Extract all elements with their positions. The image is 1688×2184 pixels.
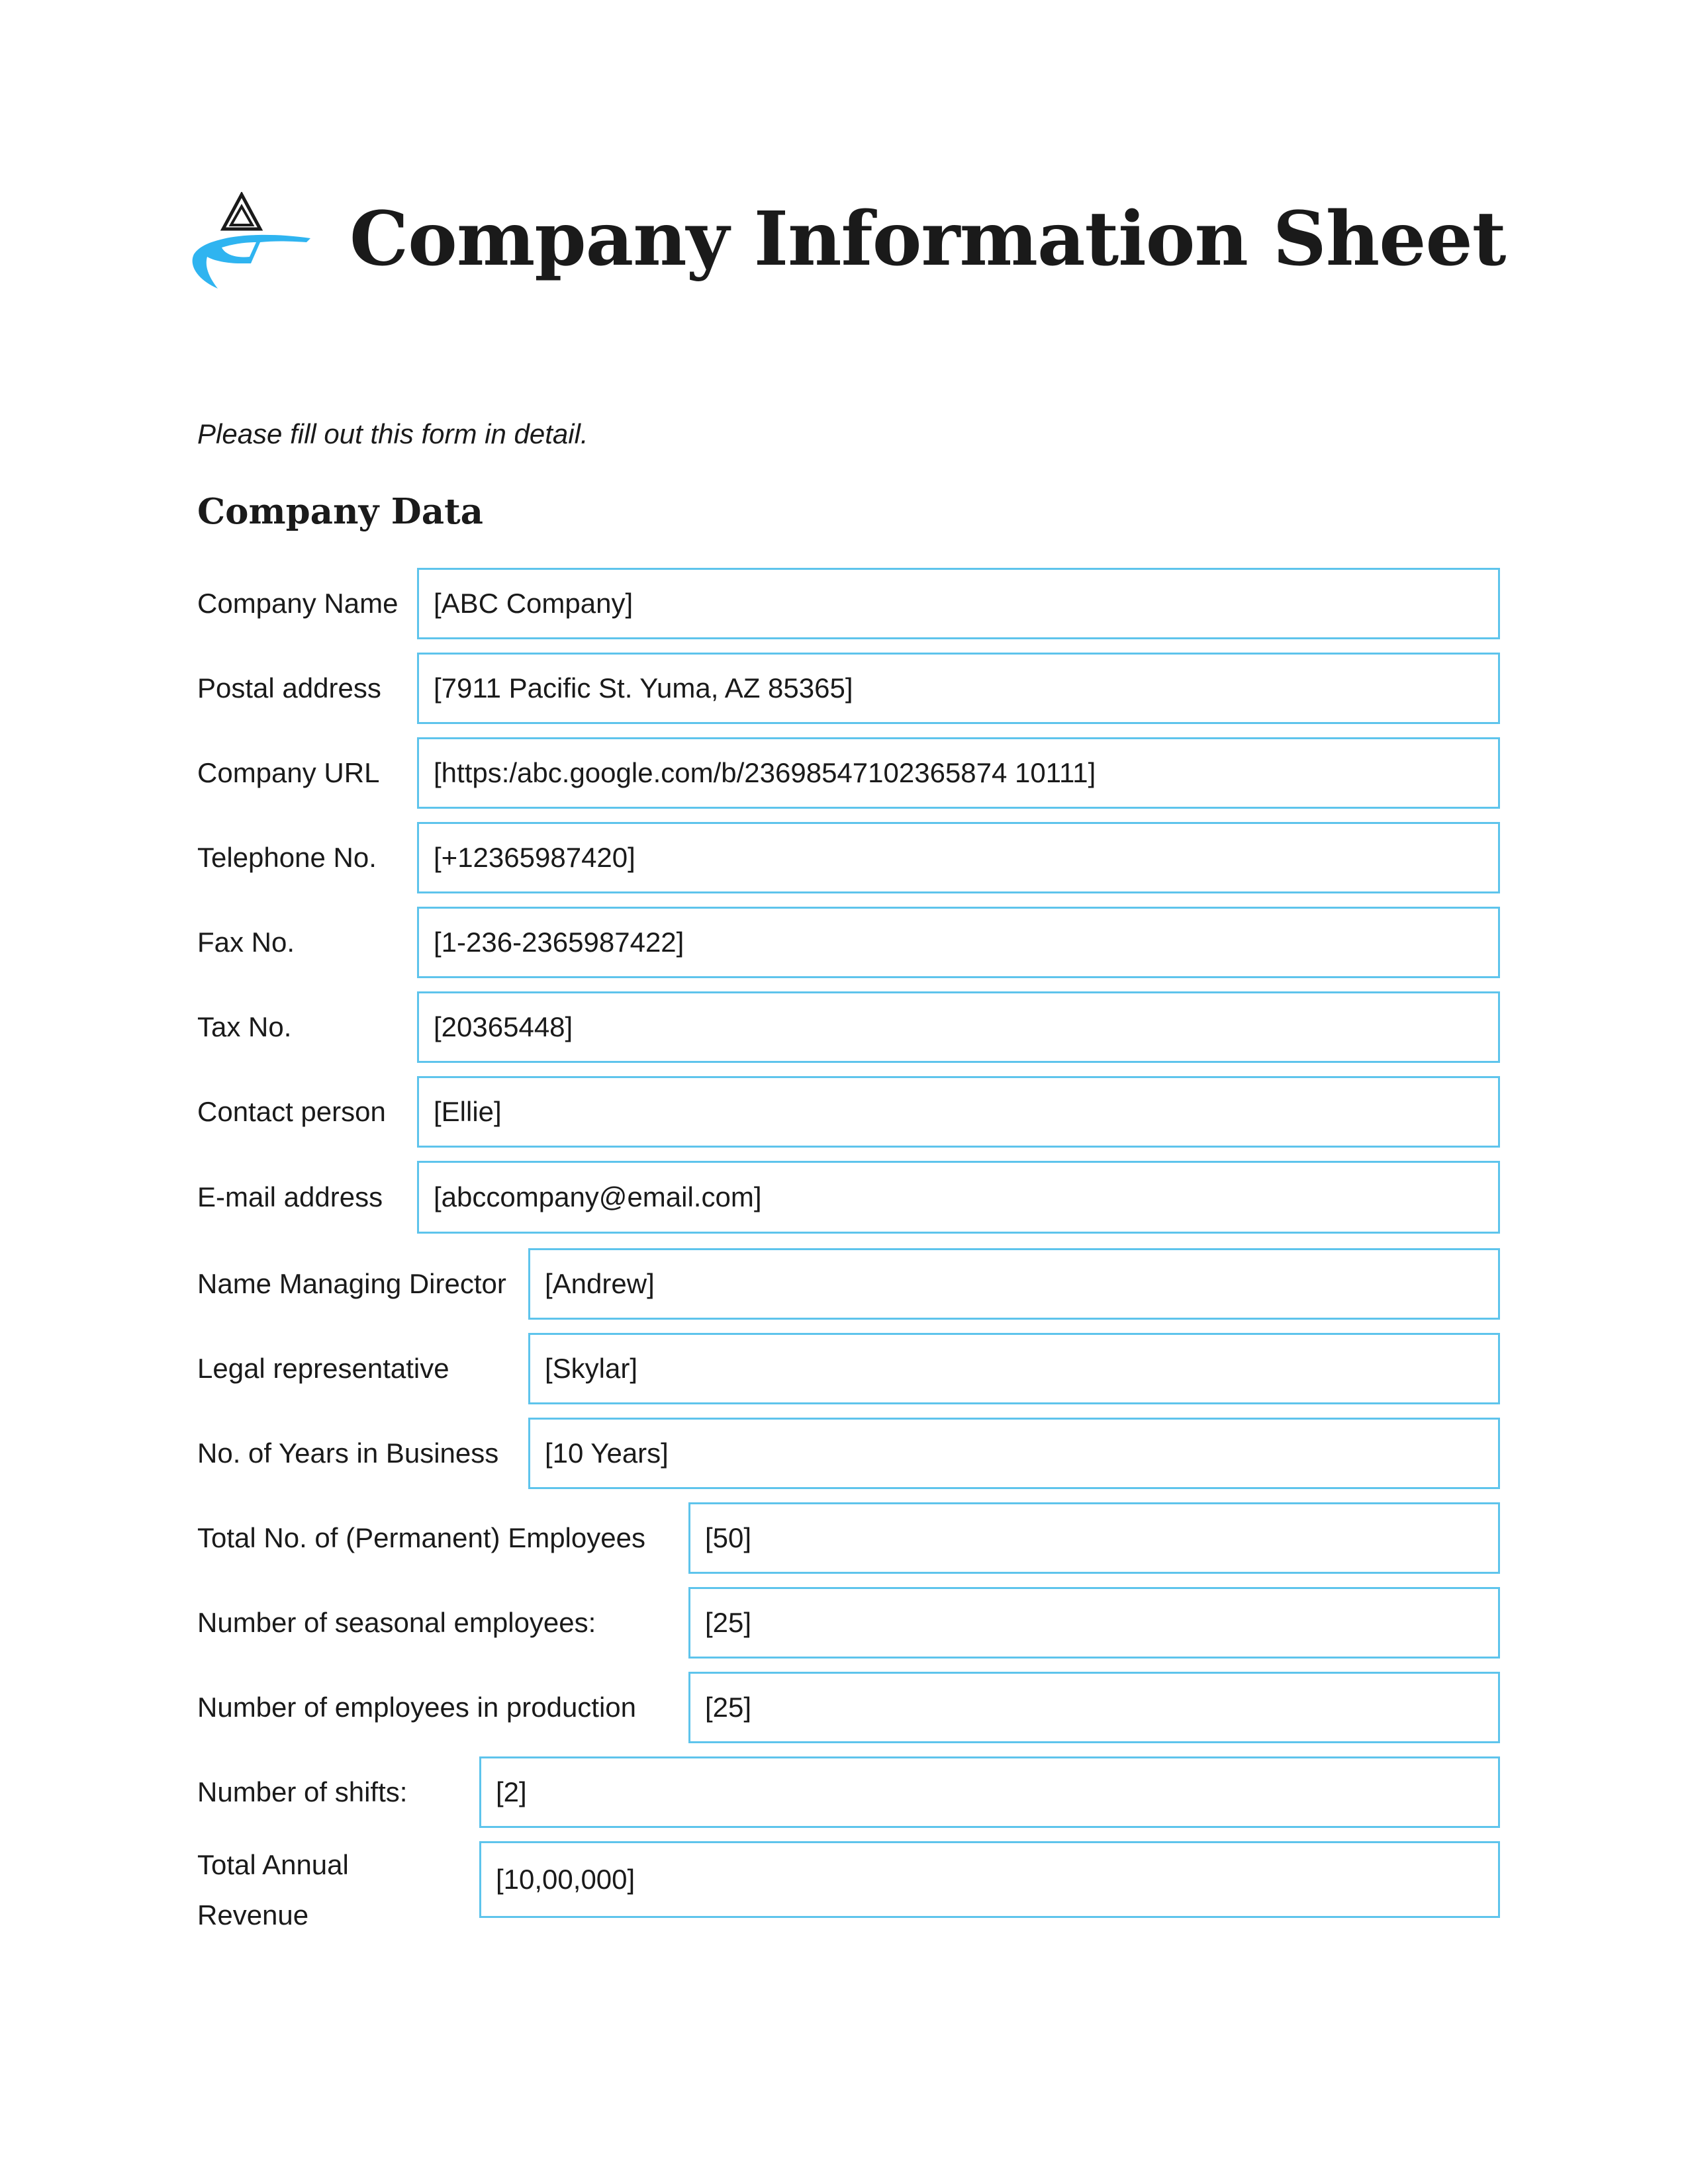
company-url-field[interactable]: [https:/abc.google.com/b/23698547102365874 10111]	[417, 737, 1500, 809]
field-label: Name Managing Director	[197, 1268, 506, 1299]
managing-director-field[interactable]: [Andrew]	[528, 1248, 1500, 1320]
field-label: No. of Years in Business	[197, 1437, 499, 1469]
field-label: Number of seasonal employees:	[197, 1607, 596, 1638]
fax-field[interactable]: [1-236-2365987422]	[417, 907, 1500, 978]
field-row-permanent-employees	[0, 1502, 1688, 1574]
field-label: E-mail address	[197, 1181, 383, 1212]
tax-number-field[interactable]: [20365448]	[417, 991, 1500, 1063]
legal-representative-field[interactable]: [Skylar]	[528, 1333, 1500, 1404]
field-row-managing-director	[0, 1248, 1688, 1320]
telephone-field[interactable]: [+12365987420]	[417, 822, 1500, 893]
seasonal-employees-field[interactable]: [25]	[688, 1587, 1500, 1659]
field-row-legal-representative	[0, 1333, 1688, 1404]
field-label: Telephone No.	[197, 842, 377, 873]
field-row-postal-address	[0, 653, 1688, 724]
field-label: Number of employees in production	[197, 1692, 637, 1723]
permanent-employees-field[interactable]: [50]	[688, 1502, 1500, 1574]
field-label: Contact person	[197, 1096, 386, 1127]
field-row-fax	[0, 907, 1688, 978]
field-label: Fax No.	[197, 927, 295, 958]
field-label: Total Annual Revenue	[197, 1849, 349, 1931]
shifts-field[interactable]: [2]	[479, 1756, 1500, 1828]
field-row-annual-revenue	[0, 1841, 1688, 1931]
field-row-company-name	[0, 568, 1688, 639]
page-title: Company Information Sheet	[350, 196, 1506, 283]
form-instructions: Please fill out this form in detail.	[197, 418, 588, 449]
field-row-shifts	[0, 1756, 1688, 1828]
field-row-seasonal-employees	[0, 1587, 1688, 1659]
field-label: Company URL	[197, 757, 380, 788]
field-row-contact-person	[0, 1076, 1688, 1148]
field-row-years-in-business	[0, 1418, 1688, 1489]
annual-revenue-field[interactable]: [10,00,000]	[479, 1841, 1500, 1918]
postal-address-field[interactable]: [7911 Pacific St. Yuma, AZ 85365]	[417, 653, 1500, 724]
field-label: Postal address	[197, 672, 381, 704]
section-heading: Company Data	[197, 491, 483, 532]
production-employees-field[interactable]: [25]	[688, 1672, 1500, 1743]
years-in-business-field[interactable]: [10 Years]	[528, 1418, 1500, 1489]
field-row-tax	[0, 991, 1688, 1063]
field-label: Total No. of (Permanent) Employees	[197, 1522, 645, 1553]
company-name-field[interactable]: [ABC Company]	[417, 568, 1500, 639]
field-label: Number of shifts:	[197, 1776, 408, 1807]
email-field[interactable]: [abccompany@email.com]	[417, 1161, 1500, 1234]
field-label: Legal representative	[197, 1353, 449, 1384]
field-row-company-url	[0, 737, 1688, 809]
contact-person-field[interactable]: [Ellie]	[417, 1076, 1500, 1148]
field-row-telephone	[0, 822, 1688, 893]
company-logo-icon	[187, 192, 313, 298]
field-row-production-employees	[0, 1672, 1688, 1743]
field-label: Company Name	[197, 588, 399, 619]
field-label: Tax No.	[197, 1011, 292, 1042]
field-row-email	[0, 1161, 1688, 1234]
